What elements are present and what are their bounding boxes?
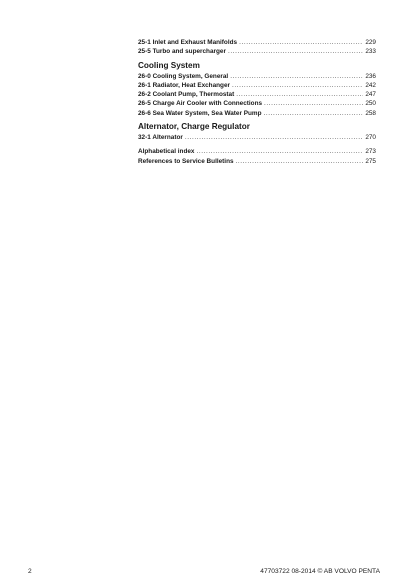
toc-entry-title: 26-5 Charge Air Cooler with Connections — [138, 100, 263, 108]
toc-entry-page: 242 — [365, 81, 376, 89]
toc-entry-page: 270 — [365, 134, 376, 142]
toc-entry[interactable] — [138, 90, 376, 99]
toc-entry-page: 236 — [365, 72, 376, 80]
section-heading-alternator: Alternator, Charge Regulator — [138, 122, 250, 132]
toc-entry[interactable] — [138, 72, 376, 81]
toc-entry[interactable] — [138, 157, 376, 166]
toc-entry-page: 229 — [365, 39, 376, 46]
toc-entry[interactable] — [138, 133, 376, 142]
footer-doc-info: 47703722 08-2014 © AB VOLVO PENTA — [260, 568, 380, 575]
toc-entry[interactable] — [138, 47, 376, 56]
leader-dots — [236, 90, 363, 99]
toc-entry-title: 26-2 Coolant Pump, Thermostat — [138, 91, 235, 99]
leader-dots — [232, 81, 363, 90]
toc-entry-title: References to Service Bulletins — [138, 157, 234, 165]
toc-entry[interactable] — [138, 109, 376, 118]
leader-dots — [236, 157, 364, 166]
toc-entry-page: 258 — [365, 109, 376, 117]
leader-dots — [185, 133, 363, 142]
toc-entry[interactable] — [138, 38, 376, 47]
toc-entry-page: 247 — [365, 91, 376, 99]
section-heading-cooling: Cooling System — [138, 60, 200, 70]
toc-entry-page: 273 — [365, 148, 376, 156]
leader-dots — [230, 72, 363, 81]
toc-entry[interactable] — [138, 99, 376, 108]
toc-entry-title: 26-6 Sea Water System, Sea Water Pump — [138, 109, 262, 117]
toc-entry-title: 32-1 Alternator — [138, 134, 183, 142]
toc-entry[interactable] — [138, 81, 376, 90]
leader-dots — [264, 99, 363, 108]
toc-entry-title: Alphabetical index — [138, 148, 195, 156]
leader-dots — [263, 109, 363, 118]
toc-entry-title: 26-0 Cooling System, General — [138, 72, 229, 80]
footer-page-number: 2 — [28, 568, 32, 575]
toc-entry-title: 25-5 Turbo and supercharger — [138, 48, 226, 56]
toc-entry-page: 233 — [365, 48, 376, 56]
table-of-contents — [138, 38, 376, 166]
leader-dots — [239, 38, 363, 47]
toc-entry-title: 26-1 Radiator, Heat Exchanger — [138, 81, 230, 89]
toc-entry-page: 275 — [365, 157, 376, 165]
leader-dots — [196, 147, 363, 156]
toc-entry-page: 250 — [365, 100, 376, 108]
toc-entry-title: 25-1 Inlet and Exhaust Manifolds — [138, 39, 238, 46]
leader-dots — [228, 47, 363, 56]
toc-entry[interactable] — [138, 147, 376, 156]
